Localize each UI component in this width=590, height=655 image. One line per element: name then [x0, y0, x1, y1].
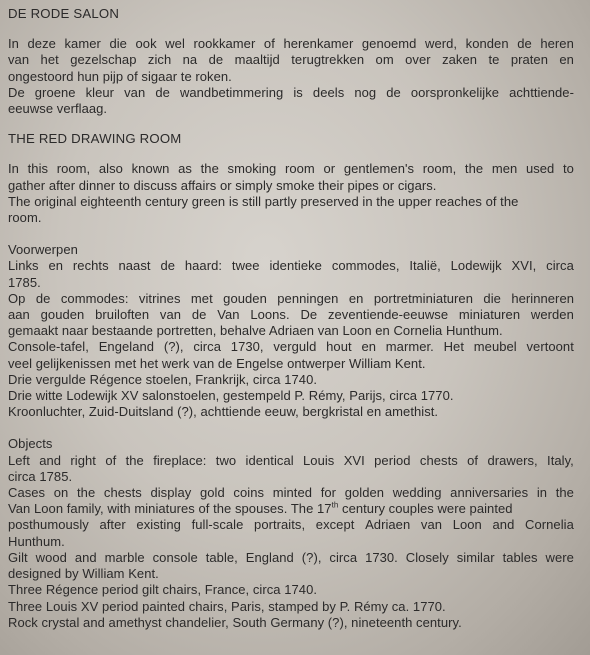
word: the [464, 161, 484, 177]
word: zeventiende-eeuwse [327, 307, 449, 323]
word: met [190, 290, 213, 306]
word: om [375, 52, 394, 68]
word: of [467, 452, 479, 468]
word: van [8, 52, 30, 68]
word: en [361, 339, 377, 355]
english-object-line [8, 550, 574, 566]
dutch-object-line: gemaakt naar bestaande portretten, behalve Adriaen van Loon en Cornelia Hunthum. [8, 323, 503, 339]
word: praten [510, 52, 548, 68]
word: Links [8, 258, 39, 274]
word: twee [231, 258, 260, 274]
word: the [200, 161, 219, 177]
word: genoemd [361, 36, 417, 52]
word: die [109, 36, 127, 52]
word: wood [35, 549, 67, 565]
word: of [263, 36, 275, 52]
word: also [98, 161, 123, 177]
word: kleur [85, 84, 115, 100]
english-object-text: century couples were painted [338, 501, 513, 517]
word: circa [546, 258, 574, 274]
word: golden [344, 485, 385, 501]
word: commodes, [331, 258, 400, 274]
word: as [178, 161, 192, 177]
dutch-intro-line: ongestoord hun pijp of sigaar te roken. [8, 68, 232, 84]
word: de [35, 290, 51, 306]
english-objects-list [8, 453, 582, 631]
english-intro-line [8, 161, 574, 177]
word: de [517, 36, 532, 52]
dutch-objects-list [8, 258, 582, 420]
word: or [323, 161, 336, 177]
english-object-line [8, 517, 574, 533]
word: circa [193, 339, 222, 355]
word: wedding [392, 485, 442, 501]
word: de [191, 307, 207, 323]
word: room, [422, 161, 457, 177]
word: coins [233, 485, 265, 501]
word: hout [326, 339, 352, 355]
word: over [405, 52, 431, 68]
dutch-intro-line [8, 36, 574, 52]
word: this [27, 161, 49, 177]
word: naast [118, 258, 151, 274]
word: portretminiaturen [373, 290, 473, 306]
word: console [152, 549, 198, 565]
word: De [300, 307, 318, 323]
word: period [374, 452, 411, 468]
word: the [555, 485, 574, 501]
word: circa [329, 549, 358, 565]
word: tables [502, 549, 538, 565]
word: except [315, 517, 355, 533]
dutch-object-line: Kroonluchter, Zuid-Duitsland (?), achttiende eeuw, bergkristal en amethist. [8, 404, 439, 420]
word: Lodewijk [450, 258, 502, 274]
word: room, [56, 161, 91, 177]
word: right [70, 452, 96, 468]
english-object-line: circa 1785. [8, 468, 73, 484]
word: Van [217, 307, 240, 323]
word: kamer [64, 36, 101, 52]
word: chests [419, 452, 458, 468]
word: de [160, 258, 175, 274]
word: drawers, [487, 452, 538, 468]
word: room [284, 161, 315, 177]
word: deze [27, 36, 56, 52]
word: na [182, 52, 198, 68]
english-object-line-with-superscript [8, 501, 582, 517]
word: Left [8, 452, 30, 468]
word: of [105, 452, 117, 468]
word: gouden [223, 290, 267, 306]
word: de [155, 84, 170, 100]
word: to [563, 161, 574, 177]
word: after [99, 517, 126, 533]
word: in [536, 485, 548, 501]
word: van [159, 307, 182, 323]
word: gouden [40, 307, 85, 323]
word: en [48, 258, 64, 274]
word: vitrines [138, 290, 181, 306]
english-intro-line: room. [8, 210, 42, 226]
word: display [150, 485, 192, 501]
word: verguld [273, 339, 317, 355]
word: marble [104, 549, 145, 565]
dutch-intro-line [8, 85, 574, 101]
word: werd, [425, 36, 458, 52]
word: groene [34, 84, 76, 100]
english-intro-line: The original eighteenth century green is still partly preserved in the upper reaches of the [8, 193, 519, 209]
word: existing [136, 517, 181, 533]
word: In [8, 161, 19, 177]
word: Italië, [409, 258, 441, 274]
dutch-object-line: Drie vergulde Régence stoelen, Frankrijk, circa 1740. [8, 371, 318, 387]
word: Cases [8, 485, 46, 501]
word: used [525, 161, 555, 177]
word: Louis [303, 452, 335, 468]
word: van [420, 517, 443, 533]
word: aan [8, 307, 30, 323]
dutch-object-line [8, 291, 574, 307]
word: table, [205, 549, 238, 565]
english-object-line: Hunthum. [8, 533, 65, 549]
dutch-objects-title: Voorwerpen [8, 242, 78, 258]
word: smoking [227, 161, 277, 177]
word: Engeland [98, 339, 155, 355]
word: meubel [473, 339, 517, 355]
english-intro [8, 161, 582, 226]
english-intro-line: gather after dinner to discuss affairs or simply smoke their pipes or cigars. [8, 177, 437, 193]
english-object-line: designed by William Kent. [8, 566, 159, 582]
word: Adriaen [365, 517, 411, 533]
word: konden [465, 36, 509, 52]
word: oorspronkelijke [410, 84, 500, 100]
word: Console-tafel, [8, 339, 89, 355]
word: anniversaries [450, 485, 529, 501]
word: terugtrekken [291, 52, 365, 68]
word: and [492, 517, 515, 533]
word: Closely [405, 549, 449, 565]
word: were [545, 549, 574, 565]
word: (?), [163, 339, 184, 355]
word: wandbetimmering [179, 84, 284, 100]
dutch-intro [8, 36, 582, 117]
dutch-object-line [8, 258, 574, 274]
english-object-line: Three Régence period gilt chairs, France, circa 1740. [8, 582, 318, 598]
dutch-object-line: 1785. [8, 274, 41, 290]
english-object-line: Three Louis XV period painted chairs, Paris, stamped by P. Rémy ca. 1770. [8, 598, 446, 614]
word: rookkamer [193, 36, 256, 52]
word: the [77, 485, 96, 501]
word: herinneren [511, 290, 574, 306]
word: 1730. [365, 549, 398, 565]
word: Het [443, 339, 464, 355]
word: die [483, 290, 501, 306]
word: posthumously [8, 517, 89, 533]
dutch-intro-line: eeuwse verflaag. [8, 101, 108, 117]
word: two [215, 452, 237, 468]
word: the [125, 452, 144, 468]
word: In [8, 36, 19, 52]
word: en [348, 290, 364, 306]
dutch-object-line: Drie witte Lodewijk XV salonstoelen, gestempeld P. Rémy, Parijs, circa 1770. [8, 388, 454, 404]
dutch-object-line [8, 339, 574, 355]
word: De [8, 84, 25, 100]
word: full-scale [191, 517, 244, 533]
word: en [559, 52, 574, 68]
word: Cornelia [525, 517, 574, 533]
word: deels [312, 84, 345, 100]
english-object-line [8, 453, 574, 469]
word: haard: [184, 258, 223, 274]
word: rechts [72, 258, 109, 274]
word: Gilt [8, 549, 28, 565]
word: chests [103, 485, 142, 501]
english-object-line: Rock crystal and amethyst chandelier, South Germany (?), nineteenth century. [8, 614, 462, 630]
word: wel [165, 36, 185, 52]
word: England [245, 549, 294, 565]
word: achttiende- [509, 84, 574, 100]
word: 1730, [230, 339, 264, 355]
word: men [491, 161, 518, 177]
word: XVI, [511, 258, 537, 274]
word: Op [8, 290, 26, 306]
word: bruiloften [95, 307, 150, 323]
word: van [124, 84, 146, 100]
english-object-text: Van Loon family, with miniatures of the spouses. The 17 [8, 501, 332, 517]
word: de [386, 84, 401, 100]
word: de [208, 52, 224, 68]
word: minted [272, 485, 313, 501]
word: (?), [301, 549, 322, 565]
english-objects-title: Objects [8, 436, 53, 452]
word: miniaturen [458, 307, 521, 323]
word: Italy, [547, 452, 574, 468]
word: commodes: [60, 290, 129, 306]
word: gentlemen's [343, 161, 415, 177]
word: marmer. [385, 339, 434, 355]
word: zich [147, 52, 172, 68]
word: on [53, 485, 69, 501]
word: Loon [452, 517, 482, 533]
word: ook [135, 36, 157, 52]
word: zaken [442, 52, 478, 68]
english-title: THE RED DRAWING ROOM [8, 131, 182, 147]
word: for [320, 485, 337, 501]
dutch-object-line: veel gelijkenissen met het werk van de Engelse ontwerper William Kent. [8, 355, 426, 371]
english-object-line [8, 485, 574, 501]
word: fireplace: [153, 452, 207, 468]
word: het [40, 52, 59, 68]
word: and [74, 549, 97, 565]
word: and [39, 452, 62, 468]
word: penningen [277, 290, 339, 306]
word: heren [540, 36, 574, 52]
word: identical [245, 452, 294, 468]
word: herenkamer [283, 36, 354, 52]
word: XVI [343, 452, 365, 468]
word: portraits, [254, 517, 306, 533]
ordinal-superscript: th [331, 500, 339, 510]
word: identieke [269, 258, 322, 274]
word: gezelschap [70, 52, 137, 68]
word: is [293, 84, 303, 100]
word: known [131, 161, 170, 177]
word: nog [354, 84, 377, 100]
word: gold [199, 485, 225, 501]
dutch-title: DE RODE SALON [8, 6, 120, 21]
word: Loons. [250, 307, 290, 323]
dutch-object-line [8, 307, 574, 323]
word: werden [530, 307, 574, 323]
word: te [488, 52, 500, 68]
dutch-intro-line [8, 52, 574, 68]
word: similar [456, 549, 495, 565]
word: maaltijd [234, 52, 280, 68]
word: vertoont [526, 339, 574, 355]
